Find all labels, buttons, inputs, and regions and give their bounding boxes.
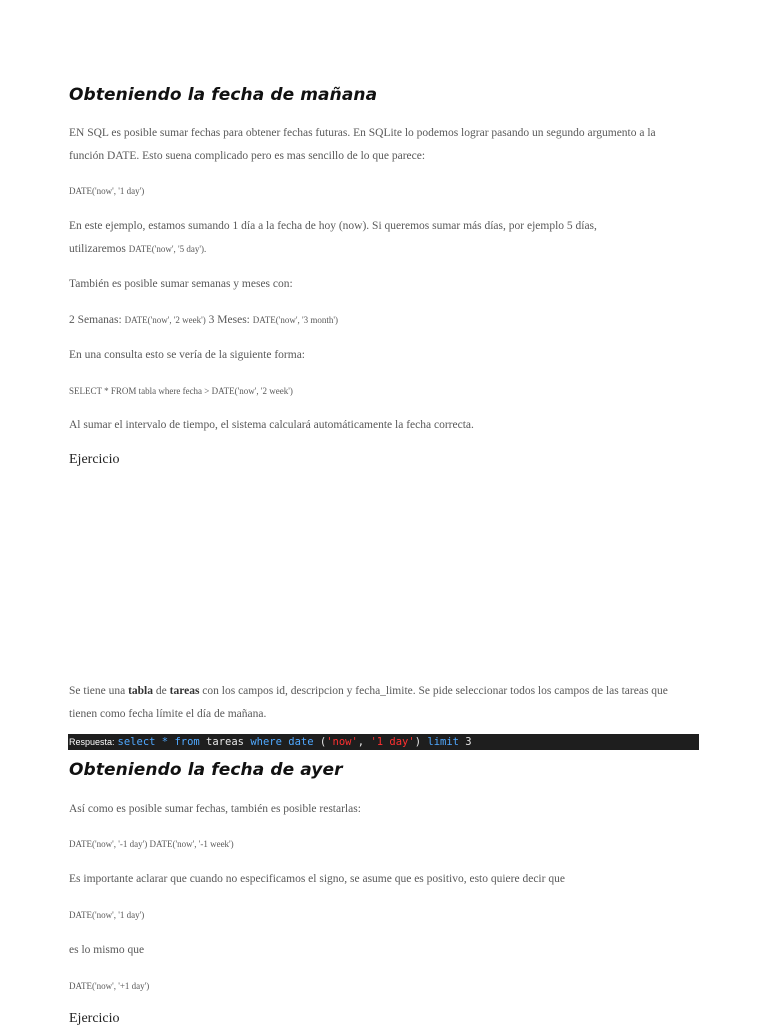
same-as-paragraph: es lo mismo que — [69, 944, 145, 956]
token-from: from — [174, 736, 200, 748]
months-label: 3 Meses: — [205, 314, 253, 326]
exercise-text-1: Se tiene una — [69, 685, 129, 697]
token-1-day: '1 day' — [370, 736, 415, 748]
example-paragraph-line1: En este ejemplo, estamos sumando 1 día a la fecha de hoy (now). Si queremos sumar más días, por ejemplo 5 días, — [69, 220, 597, 232]
exercise-heading: Ejercicio — [69, 452, 120, 467]
exercise-heading-2: Ejercicio — [69, 1011, 120, 1026]
exercise-text-3: con los campos id, descripcion y fecha_limite. Se pide seleccionar todos los campos de las tareas que — [199, 685, 668, 697]
token-limit: limit — [427, 736, 459, 748]
example-paragraph-line2 — [69, 238, 206, 261]
exercise-bold-tabla: tabla — [128, 685, 153, 697]
intro-paragraph-line1: EN SQL es posible sumar fechas para obtener fechas futuras. En SQLite lo podemos lograr pasando un segundo argumento a la — [69, 127, 656, 139]
conclusion-paragraph: Al sumar el intervalo de tiempo, el sistema calculará automáticamente la fecha correcta. — [69, 419, 474, 431]
weeks-label: 2 Semanas: — [69, 314, 125, 326]
token-select: select — [117, 736, 156, 748]
code-date-1-day: DATE('now', '1 day') — [69, 186, 145, 196]
token-date: date — [281, 736, 320, 748]
code-date-plus-1-day: DATE('now', '+1 day') — [69, 981, 150, 991]
code-select-query: SELECT * FROM tabla where fecha > DATE('now', '2 week') — [69, 386, 293, 396]
exercise-paragraph-line2: tienen como fecha límite el día de mañana. — [69, 708, 267, 720]
example-text: utilizaremos — [69, 243, 129, 255]
query-intro-paragraph: En una consulta esto se vería de la siguiente forma: — [69, 349, 305, 361]
code-date-2-week: DATE('now', '2 week') — [124, 315, 206, 325]
intro-paragraph-line2: función DATE. Esto suena complicado pero es mas sencillo de lo que parece: — [69, 150, 426, 162]
token-where: where — [250, 736, 282, 748]
weeks-months-examples — [69, 309, 338, 332]
answer-query — [118, 736, 472, 748]
weeks-months-paragraph: También es posible sumar semanas y meses con: — [69, 278, 293, 290]
section-title-ayer: Obteniendo la fecha de ayer — [69, 760, 343, 780]
answer-code-bar — [68, 734, 699, 750]
subtract-intro-paragraph: Así como es posible sumar fechas, también es posible restarlas: — [69, 803, 361, 815]
token-open-paren: ( — [319, 736, 327, 748]
sign-note-paragraph: Es importante aclarar que cuando no especificamos el signo, se asume que es positivo, esto quiere decir que — [69, 873, 565, 885]
token-comma: , — [357, 736, 371, 748]
exercise-paragraph-line1 — [69, 680, 668, 703]
exercise-bold-tareas: tareas — [169, 685, 200, 697]
answer-label: Respuesta: — [69, 737, 115, 747]
token-close-paren: ) — [414, 736, 428, 748]
section-title-manana: Obteniendo la fecha de mañana — [69, 85, 378, 105]
token-tareas: tareas — [199, 736, 251, 748]
exercise-text-2: de — [153, 685, 170, 697]
token-now: 'now' — [326, 736, 358, 748]
token-star: * — [155, 736, 175, 748]
code-date-minus: DATE('now', '-1 day') DATE('now', '-1 week') — [69, 839, 234, 849]
code-date-1-day-2: DATE('now', '1 day') — [69, 910, 145, 920]
code-date-5-day: DATE('now', '5 day'). — [128, 244, 207, 254]
code-date-3-month: DATE('now', '3 month') — [252, 315, 338, 325]
token-3: 3 — [458, 736, 472, 748]
